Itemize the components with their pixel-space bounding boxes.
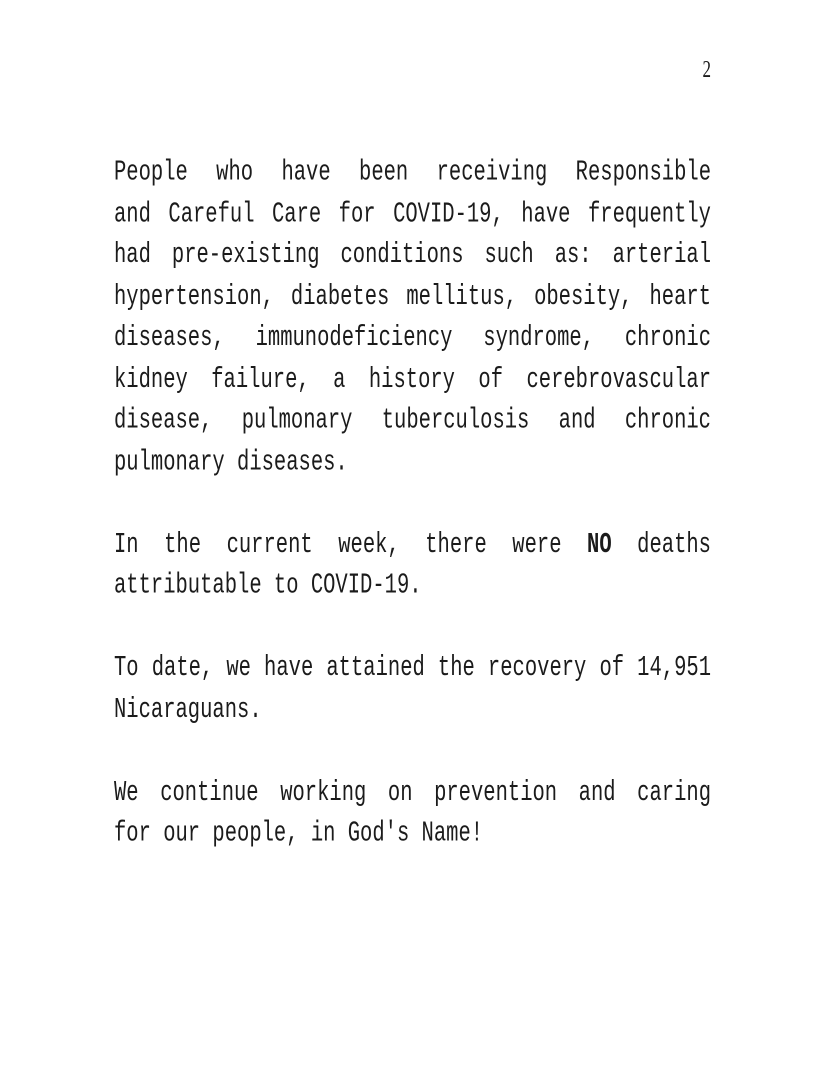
text-segment: deaths: [611, 528, 711, 562]
paragraph-closing: [114, 773, 711, 856]
text-line: diseases, immunodeficiency syndrome, chronic: [114, 322, 711, 355]
text-line: attributable to COVID-19.: [114, 570, 422, 603]
text-line: disease, pulmonary tuberculosis and chronic: [114, 405, 711, 438]
text-line: kidney failure, a history of cerebrovascular: [114, 363, 711, 396]
text-line: had pre-existing conditions such as: arterial: [114, 239, 711, 272]
document-body: [114, 153, 711, 855]
text-line: [114, 525, 711, 566]
text-segment-bold: NO: [587, 528, 612, 562]
paragraph-no-deaths: [114, 525, 711, 608]
paragraph-pre-existing-conditions: [114, 153, 711, 483]
page-number: 2: [702, 56, 711, 83]
text-line: Nicaraguans.: [114, 694, 262, 727]
text-line: pulmonary diseases.: [114, 446, 348, 479]
text-line: To date, we have attained the recovery of 14,951: [114, 652, 711, 685]
paragraph-recoveries: [114, 649, 711, 732]
text-line: and Careful Care for COVID-19, have frequently: [114, 198, 711, 231]
text-line: We continue working on prevention and caring: [114, 776, 711, 809]
text-line: for our people, in God's Name!: [114, 818, 484, 851]
text-segment: In the current week, there were: [114, 528, 588, 562]
text-line: People who have been receiving Responsible: [114, 157, 711, 190]
text-line: hypertension, diabetes mellitus, obesity, heart: [114, 281, 711, 314]
